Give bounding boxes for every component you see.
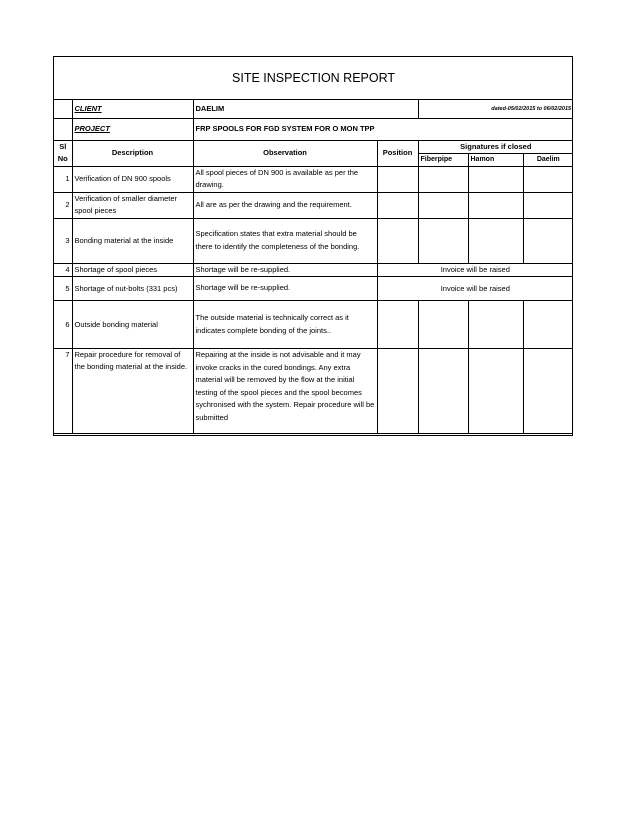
row-sign-hamon	[468, 349, 523, 434]
row-sign-fiberpipe	[418, 192, 468, 218]
table-row	[54, 349, 573, 434]
table-row	[54, 263, 573, 277]
row-sign-hamon	[468, 218, 523, 263]
row-sign-daelim	[523, 349, 573, 434]
table-row	[54, 192, 573, 218]
client-label: CLIENT	[72, 99, 193, 118]
row-note: Invoice will be raised	[377, 263, 573, 277]
row-position	[377, 192, 418, 218]
row-sign-fiberpipe	[418, 301, 468, 349]
row-description: Bonding material at the inside	[72, 218, 193, 263]
row-observation: All spool pieces of DN 900 is available as per the drawing.	[193, 166, 377, 192]
row-position	[377, 349, 418, 434]
sig-col-daelim: Daelim	[523, 153, 573, 166]
row-description: Shortage of spool pieces	[72, 263, 193, 277]
row-observation: The outside material is technically correct as it indicates complete bonding of the joints..	[193, 301, 377, 349]
col-header-position: Position	[377, 140, 418, 166]
row-sign-hamon	[468, 192, 523, 218]
table-row	[54, 218, 573, 263]
col-header-sl: Sl No	[54, 140, 72, 166]
report-title: SITE INSPECTION REPORT	[54, 57, 573, 99]
row-position	[377, 218, 418, 263]
col-header-observation: Observation	[193, 140, 377, 166]
client-value: DAELIM	[193, 99, 418, 118]
row-number: 2	[54, 192, 72, 218]
sig-col-fiberpipe: Fiberpipe	[418, 153, 468, 166]
inspection-report-table	[54, 57, 573, 434]
row-number: 4	[54, 263, 72, 277]
row-description: Repair procedure for removal of the bonding material at the inside.	[72, 349, 193, 434]
row-sign-daelim	[523, 218, 573, 263]
row-observation: Specification states that extra material should be there to identify the completeness of the bonding.	[193, 218, 377, 263]
project-label: PROJECT	[72, 118, 193, 140]
row-note: Invoice will be raised	[377, 277, 573, 301]
row-description: Verification of DN 900 spools	[72, 166, 193, 192]
row-number: 1	[54, 166, 72, 192]
row-sign-hamon	[468, 166, 523, 192]
row-sign-daelim	[523, 166, 573, 192]
row-number: 5	[54, 277, 72, 301]
row-sign-fiberpipe	[418, 166, 468, 192]
client-spacer	[54, 99, 72, 118]
report-sheet	[53, 56, 573, 436]
table-row	[54, 301, 573, 349]
row-position	[377, 301, 418, 349]
report-dates: dated-05/02/2015 to 06/02/2015	[418, 99, 573, 118]
row-sign-fiberpipe	[418, 349, 468, 434]
row-observation: Shortage will be re-supplied.	[193, 263, 377, 277]
project-value: FRP SPOOLS FOR FGD SYSTEM FOR O MON TPP	[193, 118, 573, 140]
row-description: Shortage of nut-bolts (331 pcs)	[72, 277, 193, 301]
col-header-signatures: Signatures if closed	[418, 140, 573, 153]
row-number: 6	[54, 301, 72, 349]
table-row	[54, 277, 573, 301]
project-spacer	[54, 118, 72, 140]
row-observation: Repairing at the inside is not advisable and it may invoke cracks in the cured bondings. Any extra material will be removed by the flow at the initial testing of the spool pieces and the spool becomes sychronised with the system. Repair procedure will be submitted	[193, 349, 377, 434]
table-row	[54, 166, 573, 192]
row-sign-hamon	[468, 301, 523, 349]
row-sign-daelim	[523, 301, 573, 349]
col-header-description: Description	[72, 140, 193, 166]
row-number: 7	[54, 349, 72, 434]
row-observation: Shortage will be re-supplied.	[193, 277, 377, 301]
row-position	[377, 166, 418, 192]
row-number: 3	[54, 218, 72, 263]
row-sign-fiberpipe	[418, 218, 468, 263]
row-description: Outside bonding material	[72, 301, 193, 349]
row-sign-daelim	[523, 192, 573, 218]
row-description: Verification of smaller diameter spool pieces	[72, 192, 193, 218]
sig-col-hamon: Hamon	[468, 153, 523, 166]
row-observation: All are as per the drawing and the requirement.	[193, 192, 377, 218]
